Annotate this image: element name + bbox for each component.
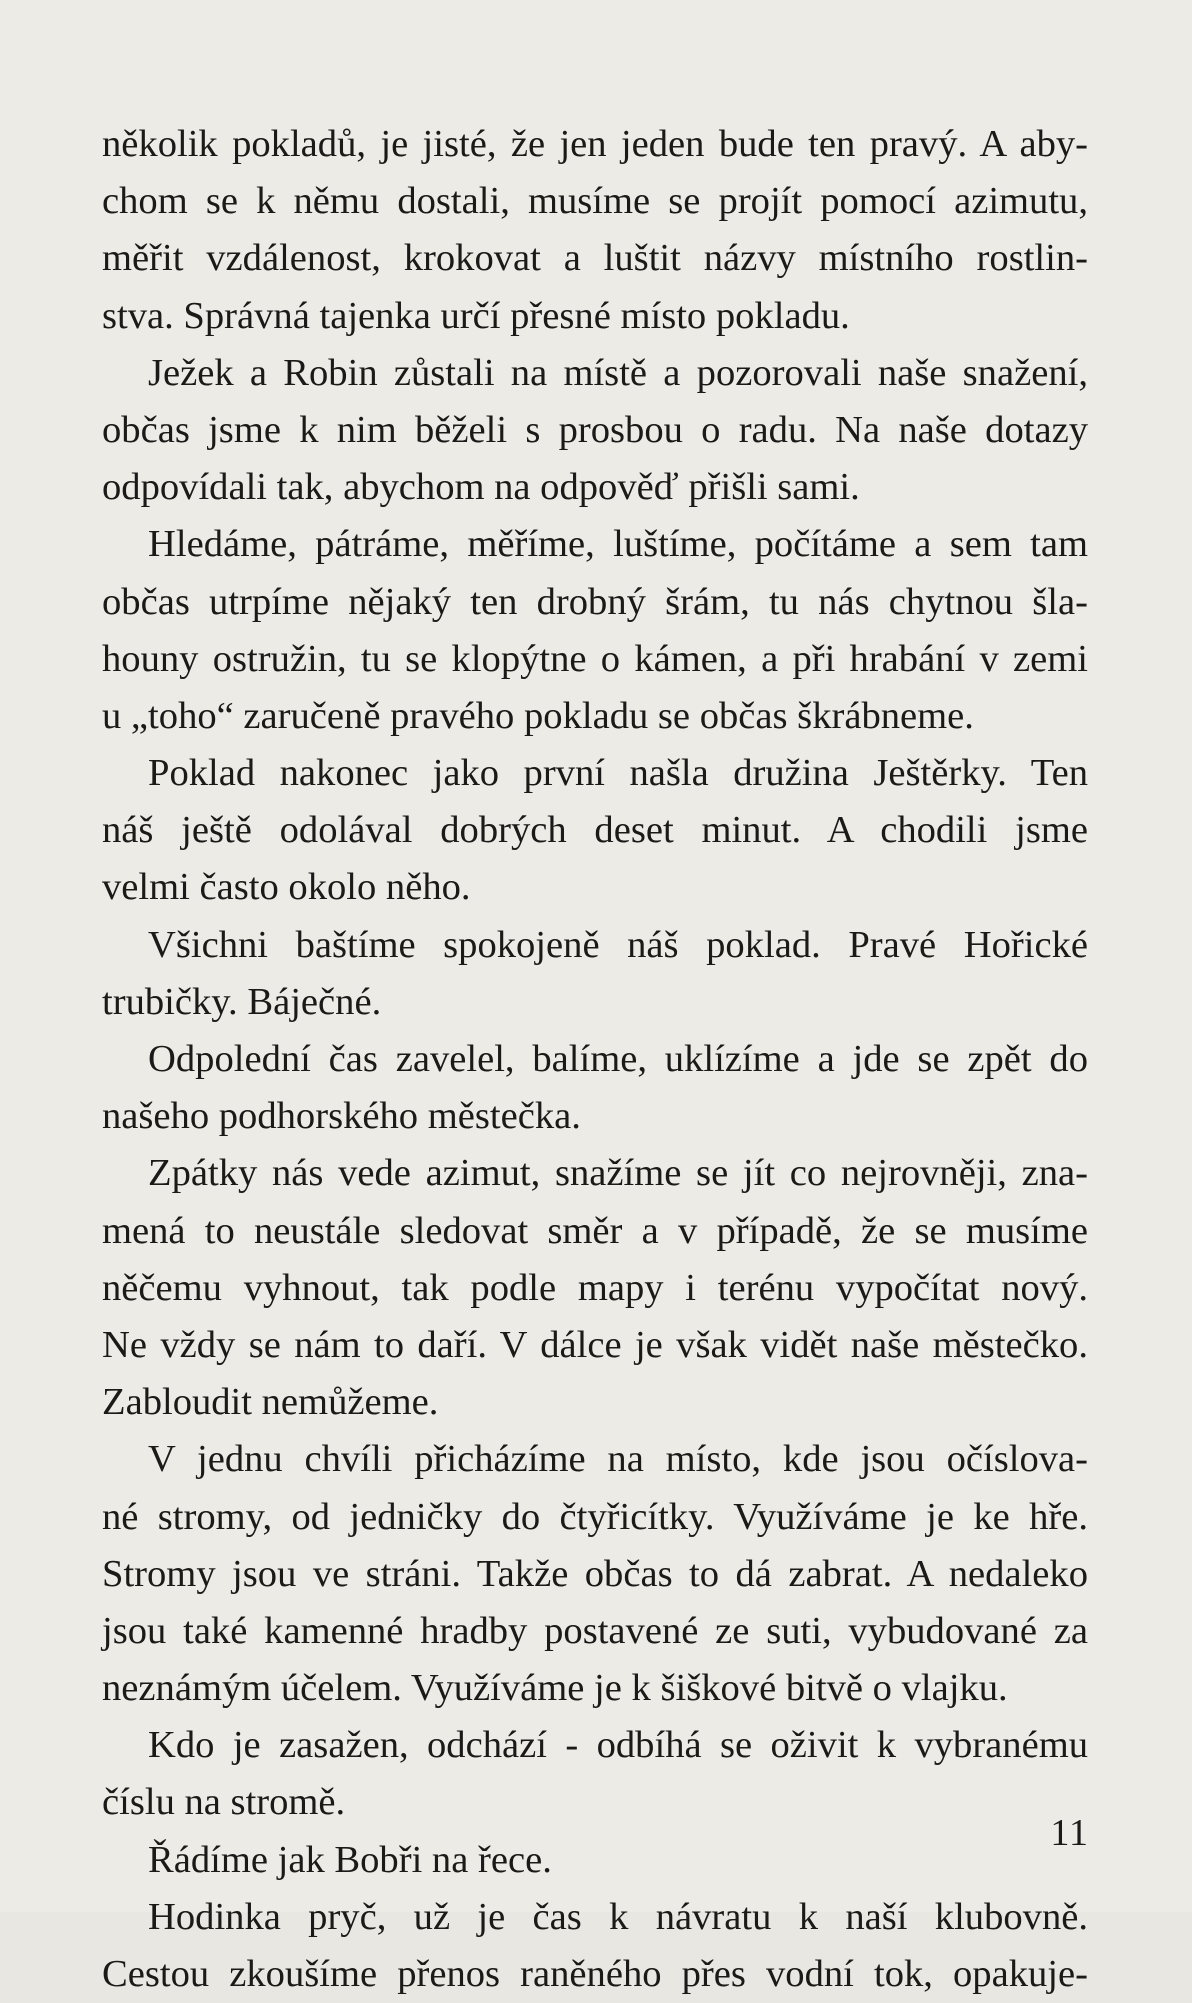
text-line: Hodinka pryč, už je čas k návratu k naší klubovně.: [148, 1895, 1088, 1938]
text-line: našeho podhorského městečka.: [102, 1095, 581, 1138]
text-line: Zpátky nás vede azimut, snažíme se jít co nejrovněji, zna-: [148, 1152, 1088, 1195]
text-line: Stromy jsou ve stráni. Takže občas to dá zabrat. A nedaleko: [102, 1552, 1088, 1595]
text-line: číslu na stromě.: [102, 1781, 346, 1824]
text-line: Všichni baštíme spokojeně náš poklad. Pravé Hořické: [148, 923, 1088, 966]
text-line: trubičky. Báječné.: [102, 980, 382, 1023]
text-line: u „toho“ zaručeně pravého pokladu se občas škrábneme.: [102, 694, 974, 737]
text-line: Cestou zkoušíme přenos raněného přes vodní tok, opakuje-: [102, 1953, 1088, 1995]
text-line: Ne vždy se nám to daří. V dálce je však vidět naše městečko.: [102, 1323, 1088, 1366]
text-line: Kdo je zasažen, odchází - odbíhá se oživit k vybranému: [148, 1724, 1088, 1767]
text-line: Poklad nakonec jako první našla družina Ještěrky. Ten: [148, 752, 1088, 795]
text-line: Ježek a Robin zůstali na místě a pozorovali naše snažení,: [148, 351, 1088, 394]
text-line: velmi často okolo něho.: [102, 866, 471, 909]
text-line: Zabloudit nemůžeme.: [102, 1381, 439, 1424]
text-line: Odpolední čas zavelel, balíme, uklízíme a jde se zpět do: [148, 1038, 1088, 1080]
text-line: jsou také kamenné hradby postavené ze suti, vybudované za: [102, 1609, 1088, 1652]
text-line: né stromy, od jedničky do čtyřicítky. Využíváme je ke hře.: [102, 1495, 1088, 1538]
text-line: neznámým účelem. Využíváme je k šiškové bitvě o vlajku.: [102, 1667, 1008, 1710]
text-line: V jednu chvíli přicházíme na místo, kde jsou očíslova-: [148, 1438, 1088, 1481]
text-line: náš ještě odolával dobrých deset minut. A chodili jsme: [102, 809, 1088, 852]
text-line: Hledáme, pátráme, měříme, luštíme, počítáme a sem tam: [148, 523, 1088, 566]
text-line: mená to neustále sledovat směr a v případě, že se musíme: [102, 1209, 1088, 1252]
text-line: něčemu vyhnout, tak podle mapy i terénu vypočítat nový.: [102, 1266, 1088, 1309]
text-line: občas utrpíme nějaký ten drobný šrám, tu nás chytnou šla-: [102, 580, 1088, 623]
text-line: občas jsme k nim běželi s prosbou o radu. Na naše dotazy: [102, 408, 1088, 451]
page-number: 11: [1050, 1812, 1089, 1854]
text-line: odpovídali tak, abychom na odpověď přišli sami.: [102, 466, 860, 509]
text-line: stva. Správná tajenka určí přesné místo pokladu.: [102, 294, 850, 337]
text-line: Řádíme jak Bobři na řece.: [148, 1838, 552, 1881]
text-line: několik pokladů, je jisté, že jen jeden bude ten pravý. A aby-: [102, 123, 1088, 165]
text-line: chom se k němu dostali, musíme se projít pomocí azimutu,: [102, 180, 1088, 223]
body-text: [102, 116, 1088, 2003]
text-line: houny ostružin, tu se klopýtne o kámen, a při hrabání v zemi: [102, 637, 1088, 680]
text-line: měřit vzdálenost, krokovat a luštit názvy místního rostlin-: [102, 237, 1088, 280]
